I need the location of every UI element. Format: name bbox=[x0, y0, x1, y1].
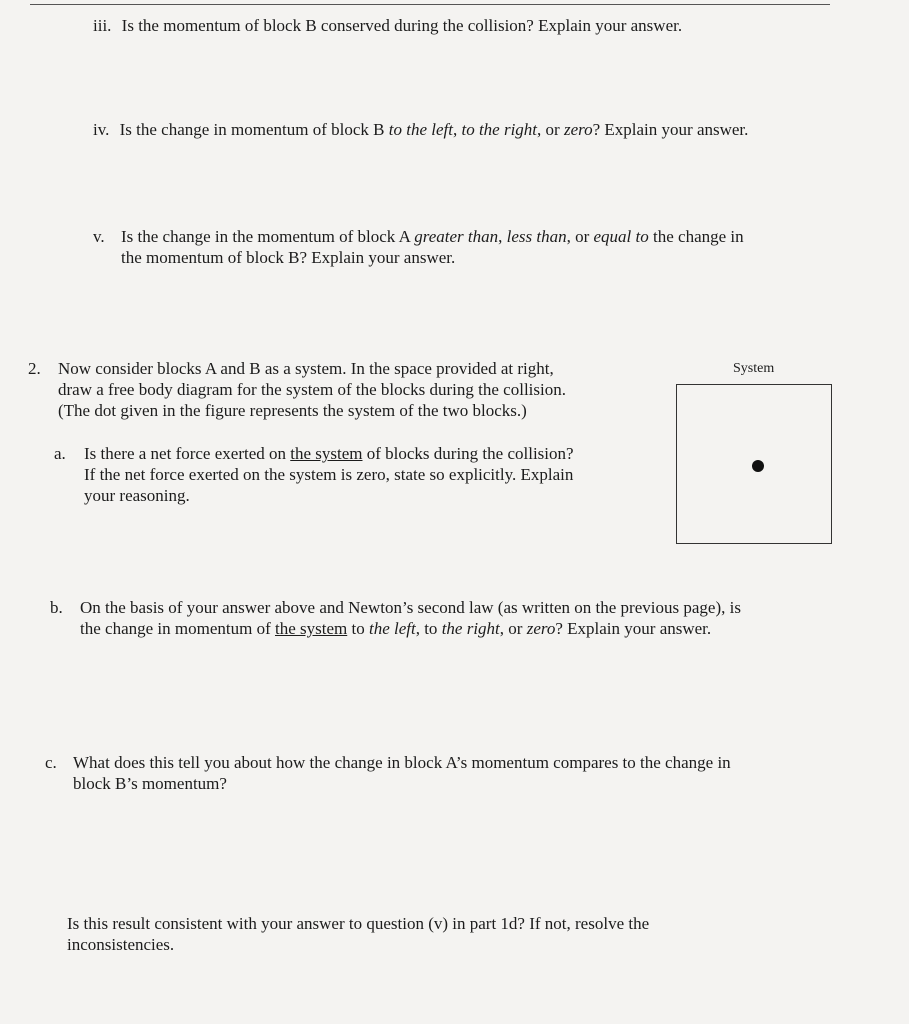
question-text-line2: If the net force exerted on the system is zero, state so explicitly. Explain bbox=[84, 465, 574, 484]
question-number: iii. bbox=[93, 16, 112, 35]
question-text-line3: your reasoning. bbox=[84, 486, 190, 505]
question-number: iv. bbox=[93, 120, 110, 139]
question-iv bbox=[93, 119, 748, 140]
question-text-line2: inconsistencies. bbox=[67, 935, 175, 954]
question-number: c. bbox=[45, 753, 57, 772]
question-text-line2: the change in momentum of the system to the left, to the right, or zero? Explain your answer. bbox=[80, 619, 712, 638]
question-text: Is the momentum of block B conserved during the collision? Explain your answer. bbox=[121, 16, 683, 35]
question-text-line2: draw a free body diagram for the system of the blocks during the collision. bbox=[58, 380, 566, 399]
question-text-line2: the momentum of block B? Explain your answer. bbox=[121, 248, 456, 267]
question-v bbox=[93, 226, 744, 268]
system-dot bbox=[752, 460, 764, 472]
question-text-line1: Is there a net force exerted on the system of blocks during the collision? bbox=[84, 444, 574, 463]
question-text-line1: What does this tell you about how the change in block A’s momentum compares to the change in bbox=[73, 753, 731, 772]
question-text-line1: Is this result consistent with your answer to question (v) in part 1d? If not, resolve the bbox=[67, 914, 650, 933]
question-text-line2: block B’s momentum? bbox=[73, 774, 227, 793]
question-text-line3: (The dot given in the figure represents the system of the two blocks.) bbox=[58, 401, 527, 420]
system-label: System bbox=[733, 361, 775, 376]
question-iii bbox=[93, 15, 682, 36]
question-a bbox=[54, 443, 574, 506]
question-text: Is the change in momentum of block B to the left, to the right, or zero? Explain your answer. bbox=[119, 120, 749, 139]
question-number: 2. bbox=[28, 359, 41, 378]
question-2 bbox=[28, 358, 566, 421]
question-number: v. bbox=[93, 227, 105, 246]
question-text-line1: Now consider blocks A and B as a system. In the space provided at right, bbox=[58, 359, 554, 378]
page-top-rule bbox=[30, 4, 830, 5]
question-number: a. bbox=[54, 444, 66, 463]
question-c bbox=[45, 752, 731, 794]
question-number: b. bbox=[50, 598, 63, 617]
question-text: Is the change in the momentum of block A greater than, less than, or equal to the change in bbox=[121, 227, 744, 246]
question-b bbox=[50, 597, 741, 639]
question-followup bbox=[67, 913, 649, 955]
question-text-line1: On the basis of your answer above and Newton’s second law (as written on the previous page), is bbox=[80, 598, 741, 617]
